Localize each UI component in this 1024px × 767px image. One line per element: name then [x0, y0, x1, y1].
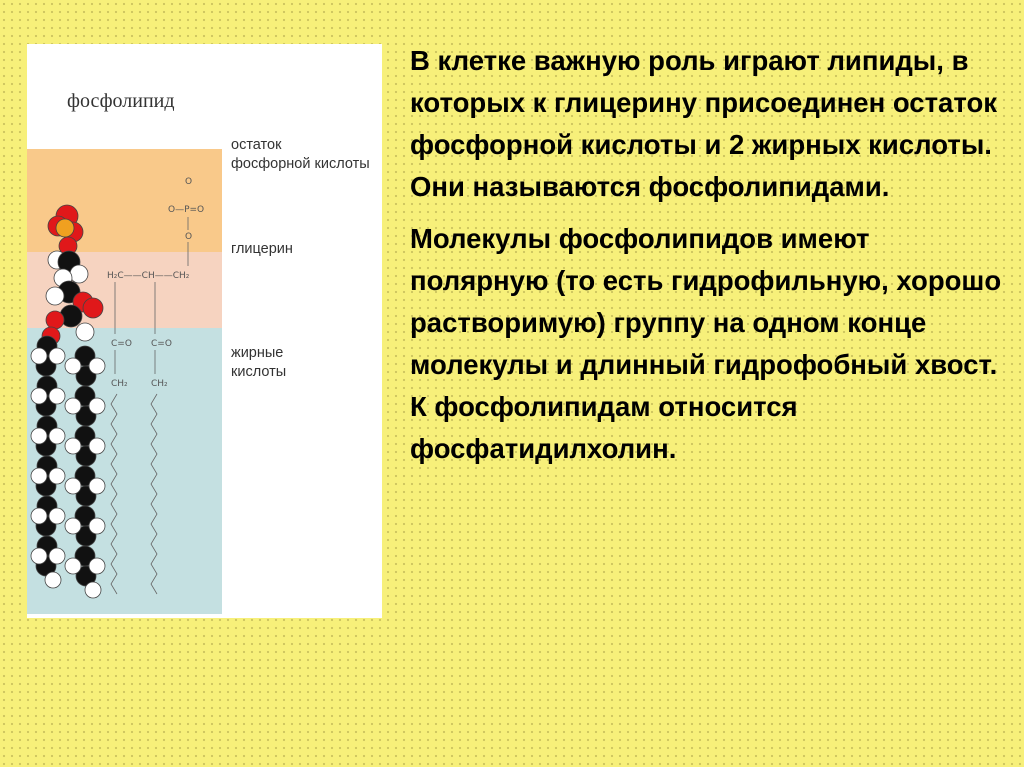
- structural-formula: [107, 177, 204, 594]
- hydrogen-atom: [49, 348, 65, 364]
- phospholipid-figure: [27, 44, 382, 618]
- formula-ch2-right: CH₂: [151, 379, 168, 389]
- space-filling-model: [31, 205, 105, 598]
- fatty-chain-right: [151, 394, 157, 594]
- fatty-acids-label-line2: кислоты: [231, 364, 287, 380]
- formula-o-top: O: [185, 177, 193, 187]
- hydrogen-atom: [65, 478, 81, 494]
- main-text: [410, 40, 1006, 470]
- paragraph-phospholipids-definition: В клетке важную роль играют липиды, в которых к глицерину присоединен остаток фосфорной кислоты и 2 жирных кислоты. Они называются фосфолипидами.: [410, 45, 998, 202]
- hydrogen-atom: [46, 287, 64, 305]
- figure-title: фосфолипид: [67, 90, 175, 112]
- hydrogen-atom: [65, 518, 81, 534]
- hydrogen-atom: [76, 323, 94, 341]
- formula-ester-right: C=O: [151, 339, 172, 349]
- hydrogen-atom: [49, 548, 65, 564]
- hydrogen-atom: [31, 348, 47, 364]
- formula-p-row: O—P=O: [168, 205, 205, 215]
- hydrogen-atom: [31, 508, 47, 524]
- paragraph-phospholipids-structure: Молекулы фосфолипидов имеют полярную (то есть гидрофильную, хорошо растворимую) группу на одном конце молекулы и длинный гидрофобный хвост. К фосфолипидам относится фосфатидилхолин.: [410, 223, 1002, 464]
- hydrogen-atom: [89, 398, 105, 414]
- hydrogen-atom: [89, 478, 105, 494]
- hydrogen-atom: [31, 388, 47, 404]
- oxygen-atom: [46, 311, 64, 329]
- hydrogen-atom: [89, 358, 105, 374]
- hydrogen-atom: [45, 572, 61, 588]
- hydrogen-atom: [65, 558, 81, 574]
- formula-ester-left: C=O: [111, 339, 132, 349]
- glycerol-label: глицерин: [231, 241, 293, 257]
- hydrogen-atom: [31, 468, 47, 484]
- hydrogen-atom: [70, 265, 88, 283]
- hydrogen-atom: [89, 518, 105, 534]
- formula-ch2-left: CH₂: [111, 379, 128, 389]
- phosphate-label-line1: остаток: [231, 137, 282, 153]
- fatty-chain-left: [111, 394, 117, 594]
- oxygen-atom: [83, 298, 103, 318]
- hydrogen-atom: [65, 358, 81, 374]
- hydrogen-atom: [31, 548, 47, 564]
- hydrogen-atom: [65, 438, 81, 454]
- hydrogen-atom: [89, 438, 105, 454]
- hydrogen-atom: [49, 468, 65, 484]
- hydrogen-atom: [49, 508, 65, 524]
- phosphorus-atom: [56, 219, 74, 237]
- hydrogen-atom: [85, 582, 101, 598]
- hydrogen-atom: [31, 428, 47, 444]
- phosphate-label-line2: фосфорной кислоты: [231, 156, 370, 172]
- hydrogen-atom: [89, 558, 105, 574]
- fatty-acids-label-line1: жирные: [231, 345, 284, 361]
- formula-glycerol-row: H₂C——CH——CH₂: [107, 271, 190, 281]
- formula-o-bottom: O: [185, 232, 193, 242]
- hydrogen-atom: [49, 388, 65, 404]
- molecule-svg: [27, 44, 382, 618]
- hydrogen-atom: [49, 428, 65, 444]
- hydrogen-atom: [65, 398, 81, 414]
